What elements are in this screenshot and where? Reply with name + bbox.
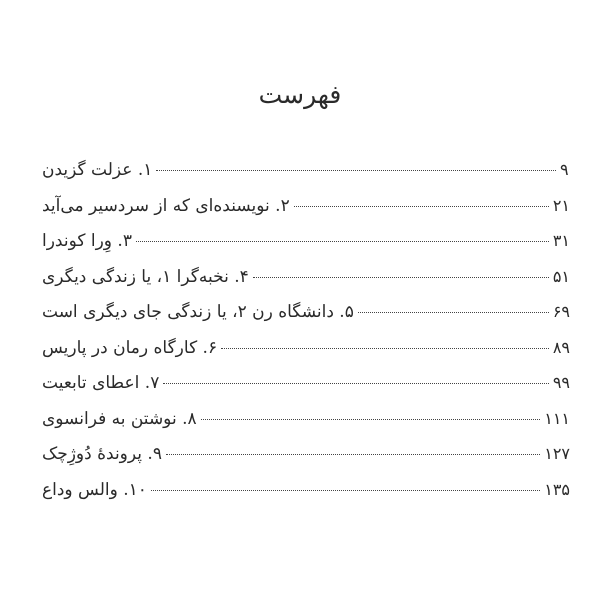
- toc-entry-title: ۵. دانشگاه رن ۲، یا زندگی جای دیگری است: [42, 302, 354, 322]
- toc-entry-page: ۲۱: [552, 195, 570, 215]
- dot-leader: [294, 206, 549, 207]
- toc-entry-title: ۴. نخبه‌گرا ۱، یا زندگی دیگری: [42, 266, 249, 287]
- dot-leader: [151, 490, 540, 491]
- toc-entry: [38, 231, 570, 267]
- dot-leader: [221, 348, 549, 349]
- dot-leader: [136, 241, 549, 242]
- toc-entry-page: ۱۲۷: [544, 444, 570, 463]
- toc-entry-page: ۹: [560, 160, 569, 179]
- toc-entry-title: ۷. اعطای تابعیت: [42, 373, 160, 393]
- page-title: فهرست: [258, 80, 342, 109]
- toc-entry-page: ۶۹: [552, 302, 570, 321]
- toc-entry-page: ۵۱: [552, 266, 570, 286]
- toc-entry: [38, 373, 570, 409]
- dot-leader: [166, 454, 540, 455]
- toc-entry: [38, 480, 570, 516]
- toc-entry-page: ۱۳۵: [544, 479, 570, 499]
- toc-entry: [38, 409, 570, 445]
- toc-entry-title: ۲. نویسنده‌ای که از سردسیر می‌آید: [42, 195, 290, 216]
- toc-entry-title: ۹. پروندهٔ دُوژِچک: [42, 444, 162, 464]
- dot-leader: [156, 170, 556, 171]
- dot-leader: [253, 277, 549, 278]
- toc-entry: [38, 160, 570, 196]
- toc-entry-title: ۸. نوشتن به فرانسوی: [42, 408, 197, 429]
- toc-entry: [38, 302, 570, 338]
- toc-entry-title: ۱. عزلت گزیدن: [42, 160, 153, 180]
- toc-entry-title: ۱۰. والس وداع: [42, 479, 147, 500]
- dot-leader: [201, 419, 541, 420]
- dot-leader: [163, 383, 548, 384]
- toc-entry: [38, 196, 570, 232]
- table-of-contents: [38, 160, 570, 515]
- toc-entry-page: ۸۹: [552, 337, 570, 357]
- toc-entry-title: ۶. کارگاه رمان در پاریس: [42, 337, 218, 358]
- toc-entry-page: ۱۱۱: [544, 408, 570, 428]
- toc-entry: [38, 444, 570, 480]
- toc-entry: [38, 338, 570, 374]
- toc-entry-page: ۳۱: [552, 231, 570, 250]
- toc-entry-page: ۹۹: [552, 373, 570, 392]
- toc-entry: [38, 267, 570, 303]
- dot-leader: [358, 312, 549, 313]
- toc-entry-title: ۳. وِرا کوندرا: [42, 231, 132, 251]
